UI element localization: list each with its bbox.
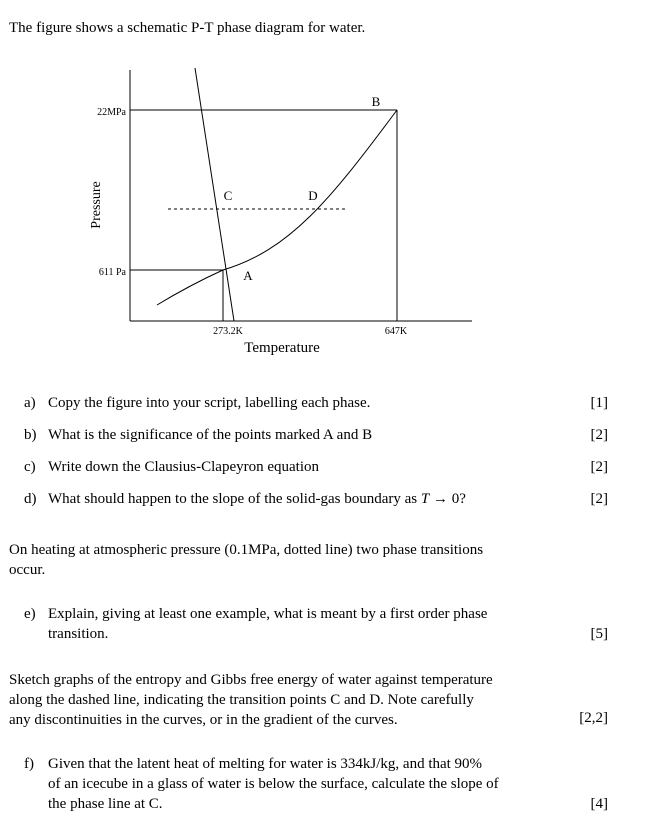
solid-gas-boundary [157, 270, 223, 305]
question-f-label: f) [24, 756, 34, 772]
point-d-label: D [308, 188, 318, 203]
question-e-label: e) [24, 606, 36, 622]
tick-22mpa: 22MPa [97, 107, 126, 118]
question-b-marks: [2] [590, 427, 608, 443]
sketch-paragraph [9, 670, 493, 730]
question-f-marks: [4] [590, 796, 608, 812]
question-e-marks: [5] [590, 626, 608, 642]
question-d-text: What should happen to the slope of the solid-gas boundary as [48, 491, 421, 507]
question-a-text: Copy the figure into your script, labelling each phase. [48, 395, 371, 411]
question-d-marks: [2] [590, 491, 608, 507]
point-a-label: A [243, 268, 253, 283]
question-e-line-2: transition. [48, 626, 109, 642]
question-f-line-1: Given that the latent heat of melting for water is 334kJ/kg, and that 90% [48, 756, 483, 772]
x-axis-label: Temperature [244, 340, 320, 356]
question-f-line-3: the phase line at C. [48, 796, 163, 812]
question-d-math: T [420, 491, 430, 507]
question-f [24, 754, 499, 814]
question-d-label: d) [24, 491, 37, 507]
question-b-label: b) [24, 427, 37, 443]
question-b-text: What is the significance of the points marked A and B [48, 427, 373, 443]
intro-text: The figure shows a schematic P-T phase diagram for water. [9, 20, 366, 36]
sketch-marks: [2,2] [579, 710, 608, 726]
question-d [24, 489, 466, 509]
question-c [24, 457, 319, 477]
question-a-marks: [1] [590, 395, 608, 411]
question-e-line-1: Explain, giving at least one example, what is meant by a first order phase [48, 606, 488, 622]
question-c-text: Write down the Clausius-Clapeyron equation [48, 459, 320, 475]
heating-line-2: occur. [9, 562, 46, 578]
point-b-label: B [371, 94, 381, 109]
question-a [24, 393, 370, 413]
question-a-label: a) [24, 395, 36, 411]
y-axis-label: Pressure [89, 181, 104, 229]
question-e [24, 604, 487, 644]
sketch-line-2: along the dashed line, indicating the transition points C and D. Note carefully [9, 692, 474, 708]
tick-611pa: 611 Pa [98, 267, 126, 278]
sketch-line-3: any discontinuities in the curves, or in the gradient of the curves. [9, 712, 398, 728]
heating-paragraph [9, 540, 483, 580]
tick-273k: 273.2K [213, 326, 243, 337]
sketch-line-1: Sketch graphs of the entropy and Gibbs free energy of water against temperature [9, 672, 493, 688]
heating-line-1: On heating at atmospheric pressure (0.1MPa, dotted line) two phase transitions [9, 542, 484, 558]
tick-647k: 647K [384, 326, 408, 337]
question-b [24, 425, 372, 445]
phase-diagram [0, 0, 647, 370]
question-d-arrow: → 0? [429, 491, 466, 507]
question-f-line-2: of an icecube in a glass of water is below the surface, calculate the slope of [48, 776, 499, 792]
question-c-label: c) [24, 459, 36, 475]
question-c-marks: [2] [590, 459, 608, 475]
point-c-label: C [223, 188, 233, 203]
